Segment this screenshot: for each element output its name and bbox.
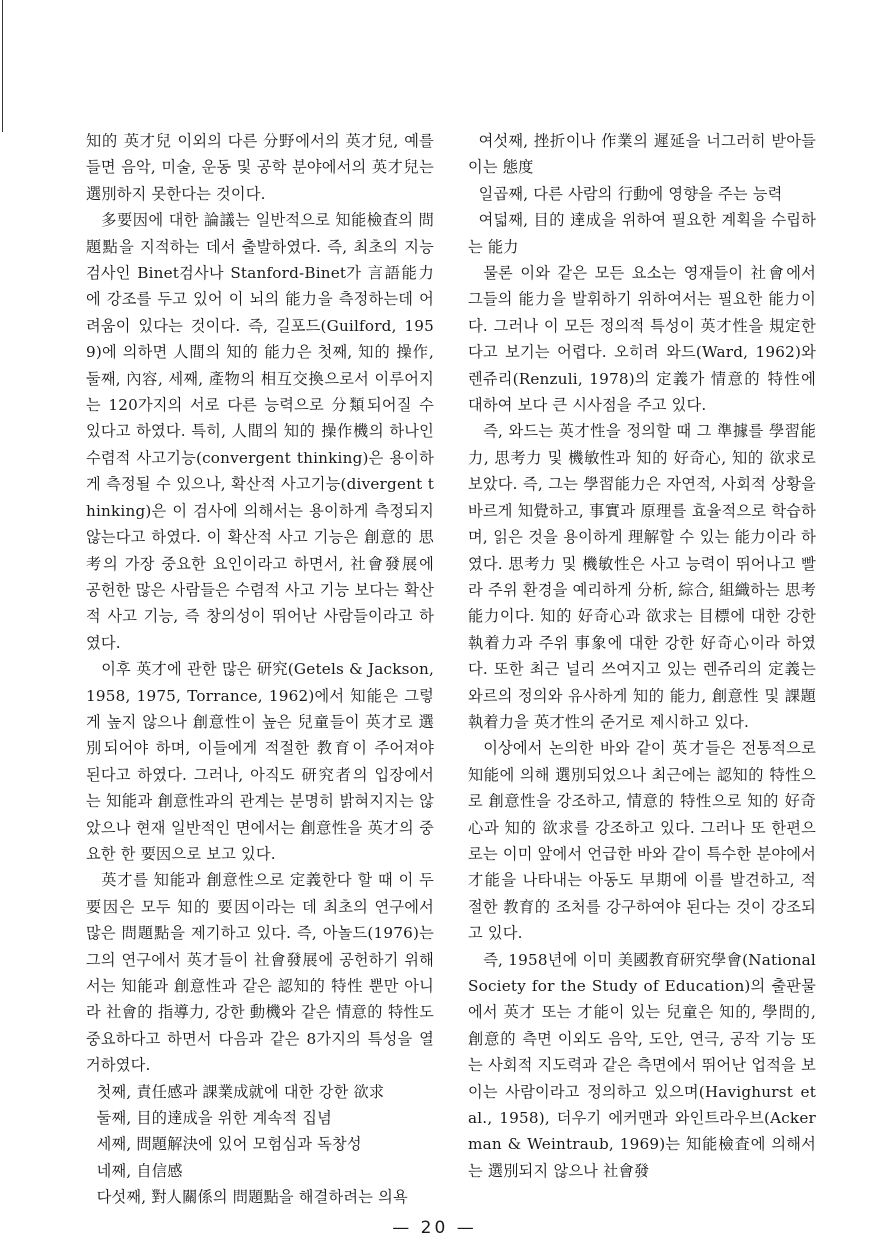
paragraph: 이후 英才에 관한 많은 研究(Getels & Jackson, 1958, 1975, Torrance, 1962)에서 知能은 그렇게 높지 않으나 創意性이 높은 兒童들이 英才로 選別되어야 하며, 이들에게 적절한 教育이 주어져야 된다고 하였다. 그러나, 아직도 研究者의 입장에서는 知能과 創意性과의 관계는 분명히 밝혀지지는 않았으나 현재 일반적인 면에서는 創意性을 英才의 중요한 한 要因으로 보고 있다. <box>86 660 434 863</box>
paragraph: 즉, 1958년에 이미 美國教育研究學會(National Society for the Study of Education)의 출판물에서 英才 또는 才能이 있는 兒童은 知的, 學問的, 創意的 측면 이외도 음악, 도안, 연극, 공작 기능 또는 사회적 지도력과 같은 측면에서 뛰어난 업적을 보이는 사람이라고 정의하고 있으며(Havighurst et al., 1958), 더우기 에커맨과 와인트라우브(Ackerman & Weintraub, 1969)는 知能檢査에 의해서는 選別되지 않으나 社會發 <box>468 950 816 1180</box>
paragraph: 英才를 知能과 創意性으로 定義한다 할 때 이 두 要因은 모두 知的 要因이라는 데 최초의 연구에서 많은 問題點을 제기하고 있다. 즉, 아놀드(1976)는 그의 연구에서 英才들이 社會發展에 공헌하기 위해서는 知能과 創意性과 같은 認知的 特性 뿐만 아니라 社會的 指導力, 강한 動機와 같은 情意的 特性도 중요하다고 하면서 다음과 같은 8가지의 특성을 열거하였다. <box>86 871 434 1075</box>
list-item: 다섯째, 對人關係의 問題點을 해결하려는 의욕 <box>96 1188 408 1207</box>
list-item: 여섯째, 挫折이나 作業의 遲延을 너그러히 받아들이는 態度 <box>468 132 816 177</box>
list-item: 세째, 問題解決에 있어 모험심과 독창성 <box>96 1135 362 1154</box>
paragraph: 多要因에 대한 論議는 일반적으로 知能檢査의 問題點을 지적하는 데서 출발하였다. 즉, 최초의 지능 검사인 Binet검사나 Stanford-Binet가 言語能力에 강조를 두고 있어 이 뇌의 能力을 측정하는데 어려움이 있다는 것이다. 즉, 길포드(Guilford, 1959)에 의하면 人間의 知的 能力은 첫째, 知的 操作, 둘째, 內容, 세째, 產物의 相互交換으로서 이루어지는 120가지의 서로 다른 능력으로 分類되어질 수 있다고 하였다. 특히, 人間의 知的 操作機의 하나인 수렴적 사고기능(convergent thinking)은 용이하게 측정될 수 있으나, 확산적 사고기능(divergent thinking)은 이 검사에 의해서는 용이하게 측정되지 않는다고 하였다. 이 확산적 사고 기능은 創意的 思考의 가장 중요한 요인이라고 하면서, 社會發展에 공헌한 많은 사람들은 수렴적 사고 기능 보다는 확산적 사고 기능, 즉 창의성이 뛰어난 사람들이라고 하였다. <box>86 211 434 652</box>
list-item: 둘째, 目的達成을 위한 계속적 집념 <box>96 1109 333 1128</box>
list-item: 네째, 自信感 <box>96 1161 183 1180</box>
list-item: 일곱째, 다른 사람의 行動에 영향을 주는 능력 <box>478 184 783 203</box>
left-column <box>86 128 434 1211</box>
right-column <box>468 128 816 1184</box>
list-item: 첫째, 責任感과 課業成就에 대한 강한 欲求 <box>96 1082 385 1101</box>
paragraph: 즉, 와드는 英才性을 정의할 때 그 準據를 學習能力, 思考力 및 機敏性과 知的 好奇心, 知的 欲求로 보았다. 즉, 그는 學習能力은 자연적, 사회적 상황을 바르게 知覺하고, 事實과 原理를 효율적으로 학습하며, 읽은 것을 용이하게 理解할 수 있는 能力이라 하였다. 思考力 및 機敏性은 사고 능력이 뛰어나고 빨라 주위 환경을 예리하게 分析, 綜合, 組織하는 思考能力이다. 知的 好奇心과 欲求는 目標에 대한 강한 執着力과 주위 事象에 대한 강한 好奇心이라 하였다. 또한 최근 널리 쓰여지고 있는 렌쥬리의 定義는 와르의 정의와 유사하게 知的 能力, 創意性 및 課題執着力을 英才性의 준거로 제시하고 있다. <box>468 422 816 731</box>
list-item: 여덟째, 目的 達成을 위하여 필요한 계획을 수립하는 能力 <box>468 211 816 256</box>
scan-edge-line <box>2 0 3 132</box>
paragraph: 이상에서 논의한 바와 같이 英才들은 전통적으로 知能에 의해 選別되었으나 최근에는 認知的 特性으로 創意性을 강조하고, 情意的 特性으로 知的 好奇心과 知的 欲求를 강조하고 있다. 그러나 또 한편으로는 이미 앞에서 언급한 바와 같이 특수한 분야에서 才能을 나타내는 아동도 早期에 이를 발견하고, 적절한 教育的 조처를 강구하여야 된다는 것이 강조되고 있다. <box>468 739 816 943</box>
page-number: — 20 — <box>392 1218 477 1238</box>
paragraph: 물론 이와 같은 모든 요소는 영재들이 社會에서 그들의 能力을 발휘하기 위하여서는 필요한 能力이다. 그러나 이 모든 정의적 특성이 英才性을 規定한다고 보기는 어렵다. 오히려 와드(Ward, 1962)와 렌쥬리(Renzuli, 1978)의 定義가 情意的 特性에 대하여 보다 큰 시사점을 주고 있다. <box>468 264 816 415</box>
paragraph: 知的 英才兒 이외의 다른 分野에서의 英才兒, 예를 들면 음악, 미술, 운동 및 공학 분야에서의 英才兒는 選別하지 못한다는 것이다. <box>86 132 434 203</box>
